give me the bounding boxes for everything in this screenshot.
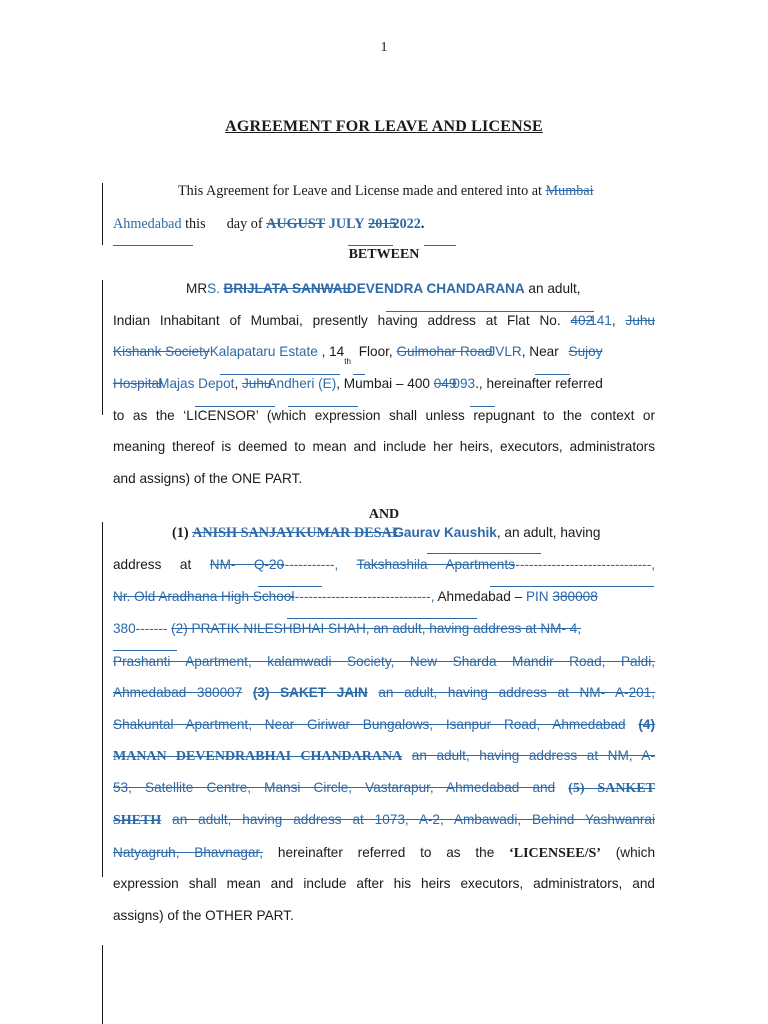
deleted-name: MANAN DEVENDRABHAI CHANDARANA (113, 749, 403, 764)
address-at-text: address at (113, 557, 192, 572)
mumbai-text: , Mumbai – 400 (336, 376, 430, 391)
change-bar (102, 945, 103, 1024)
deleted-text: Sujoy (568, 344, 603, 359)
inserted-text: Kalapataru Estate (209, 344, 318, 359)
deleted-name: (5) SANKET (568, 781, 655, 796)
this-text: this (185, 216, 206, 232)
revision-underline (427, 553, 541, 554)
floor-word: Floor, (354, 344, 393, 359)
floor-suffix: th (344, 357, 351, 366)
near-text: , Near (521, 344, 559, 359)
deleted-text: (2) PRATIK NILESHBHAI SHAH, an adult, having address at NM- 4, (171, 621, 582, 636)
licensor-line-7: and assigns) of the ONE PART. (113, 471, 303, 486)
licensee-line-4 (113, 619, 655, 639)
deleted-name: SHETH (113, 813, 162, 828)
para1-line-2 (113, 214, 655, 234)
period: . (420, 216, 425, 232)
licensor-text: Indian Inhabitant of Mumbai, presently having address at Flat No. (113, 313, 561, 328)
deleted-text: Nr. Old Aradhana High School (113, 589, 295, 604)
which-text: (which (615, 845, 655, 860)
licensee-line-3 (113, 587, 655, 607)
licensee-line-11 (113, 843, 655, 863)
inserted-year: 2022 (392, 216, 421, 232)
change-bar (102, 183, 103, 245)
floor-text: , 14 (317, 344, 345, 359)
hereinafter-text: ., hereinafter referred (475, 376, 603, 391)
licensee-line-1 (172, 523, 655, 543)
licensees-term: ‘LICENSEE/S’ (509, 846, 601, 861)
comma: , (611, 313, 616, 328)
deleted-month: AUGUST (266, 216, 326, 232)
ahmedabad-text: Ahmedabad – (434, 589, 523, 604)
page-number: 1 (380, 40, 388, 55)
deleted-text: Juhu (242, 376, 272, 391)
deleted-text: Juhu (625, 313, 655, 328)
inserted-text: ------------, (280, 557, 339, 572)
deleted-name: (4) (638, 717, 655, 732)
deleted-year: 2015 (368, 216, 397, 232)
inserted-text: PIN (525, 589, 549, 604)
deleted-text: an adult, having address at 1073, A-2, Ambawadi, Behind Yashwanrai (172, 812, 655, 827)
licensor-line-5: to as the ‘LICENSOR’ (which expression shall unless repugnant to the context or (113, 408, 655, 423)
and-heading: AND (368, 507, 400, 522)
para1-line-1 (178, 181, 655, 201)
inserted-month: JULY (328, 216, 365, 232)
deleted-text: 402 (570, 313, 594, 328)
having-text: , an adult, having (496, 525, 601, 540)
deleted-name: (3) SAKET JAIN (252, 685, 368, 700)
inserted-text: Majas Depot (158, 376, 235, 391)
between-heading: BETWEEN (348, 247, 420, 262)
inserted-text: -------------------------------, (510, 557, 655, 572)
inserted-text: 380------- (113, 621, 168, 636)
licensee-number: (1) (172, 525, 189, 541)
deleted-text: Takshashila Apartments (356, 557, 515, 572)
licensor-line-4 (113, 374, 655, 394)
licensee-line-5: Prashanti Apartment, kalamwadi Society, New Sharda Mandir Road, Paldi, (113, 654, 655, 669)
licensor-line-2 (113, 311, 655, 331)
an-adult-text: an adult, (524, 281, 581, 296)
deleted-text: Mumbai (545, 183, 594, 199)
deleted-text: Kishank Society (113, 344, 210, 359)
deleted-text: 049 (433, 376, 457, 391)
inserted-text: Ahmedabad (113, 216, 182, 232)
inserted-name: DEVENDRA CHANDARANA (346, 281, 525, 296)
mr-prefix: MR (186, 281, 208, 296)
change-bar (102, 522, 103, 877)
deleted-text: NM- Q-20 (209, 557, 285, 572)
change-bar (102, 280, 103, 415)
deleted-text: Natyagruh, Bhavnagar, (113, 845, 264, 860)
deleted-name: ANISH SANJAYKUMAR DESAI (192, 525, 398, 541)
licensor-line-3 (113, 342, 655, 366)
inserted-text: 093 (452, 376, 476, 391)
para1-text: This Agreement for Leave and License made and entered into at (178, 183, 542, 199)
deleted-text: an adult, having address at NM, A- (411, 748, 655, 763)
inserted-text: S. (207, 281, 220, 296)
deleted-text: an adult, having address at NM- A-201, (378, 685, 656, 700)
deleted-text: Ahmedabad 380007 (113, 685, 243, 700)
licensee-line-13: assigns) of the OTHER PART. (113, 908, 294, 923)
licensor-line-1 (186, 279, 655, 299)
deleted-text: 53, Satellite Centre, Mansi Circle, Vastarapur, Ahmedabad and (113, 780, 556, 795)
inserted-text: 141 (589, 313, 612, 328)
licensee-line-12: expression shall mean and include after his heirs executors, administrators, and (113, 876, 655, 891)
inserted-text: Andheri (E) (267, 376, 337, 391)
licensee-line-6 (113, 683, 655, 703)
hereinafter-text: hereinafter referred to as the (277, 845, 495, 860)
deleted-name: BRIJLATA SANWAL (223, 281, 351, 296)
licensee-line-8 (113, 746, 655, 766)
deleted-text: Shakuntal Apartment, Near Giriwar Bungalows, Isanpur Road, Ahmedabad (113, 717, 626, 732)
licensee-line-9 (113, 778, 655, 798)
inserted-text: -------------------------------, (290, 589, 435, 604)
document-title: AGREEMENT FOR LEAVE AND LICENSE (225, 118, 543, 135)
day-of-text: day of (226, 216, 263, 232)
licensee-line-7 (113, 715, 655, 735)
licensee-line-2 (113, 555, 655, 575)
comma: , (234, 376, 239, 391)
inserted-text: JVLR (488, 344, 522, 359)
revision-underline (113, 650, 177, 651)
licensor-line-6: meaning thereof is deemed to mean and include her heirs, executors, administrators (113, 439, 655, 454)
deleted-text: Gulmohar Road (396, 344, 493, 359)
deleted-text: 380008 (552, 589, 598, 604)
inserted-name: Gaurav Kaushik (393, 525, 497, 540)
deleted-text: Hospital (113, 376, 163, 391)
licensee-line-10 (113, 810, 655, 830)
